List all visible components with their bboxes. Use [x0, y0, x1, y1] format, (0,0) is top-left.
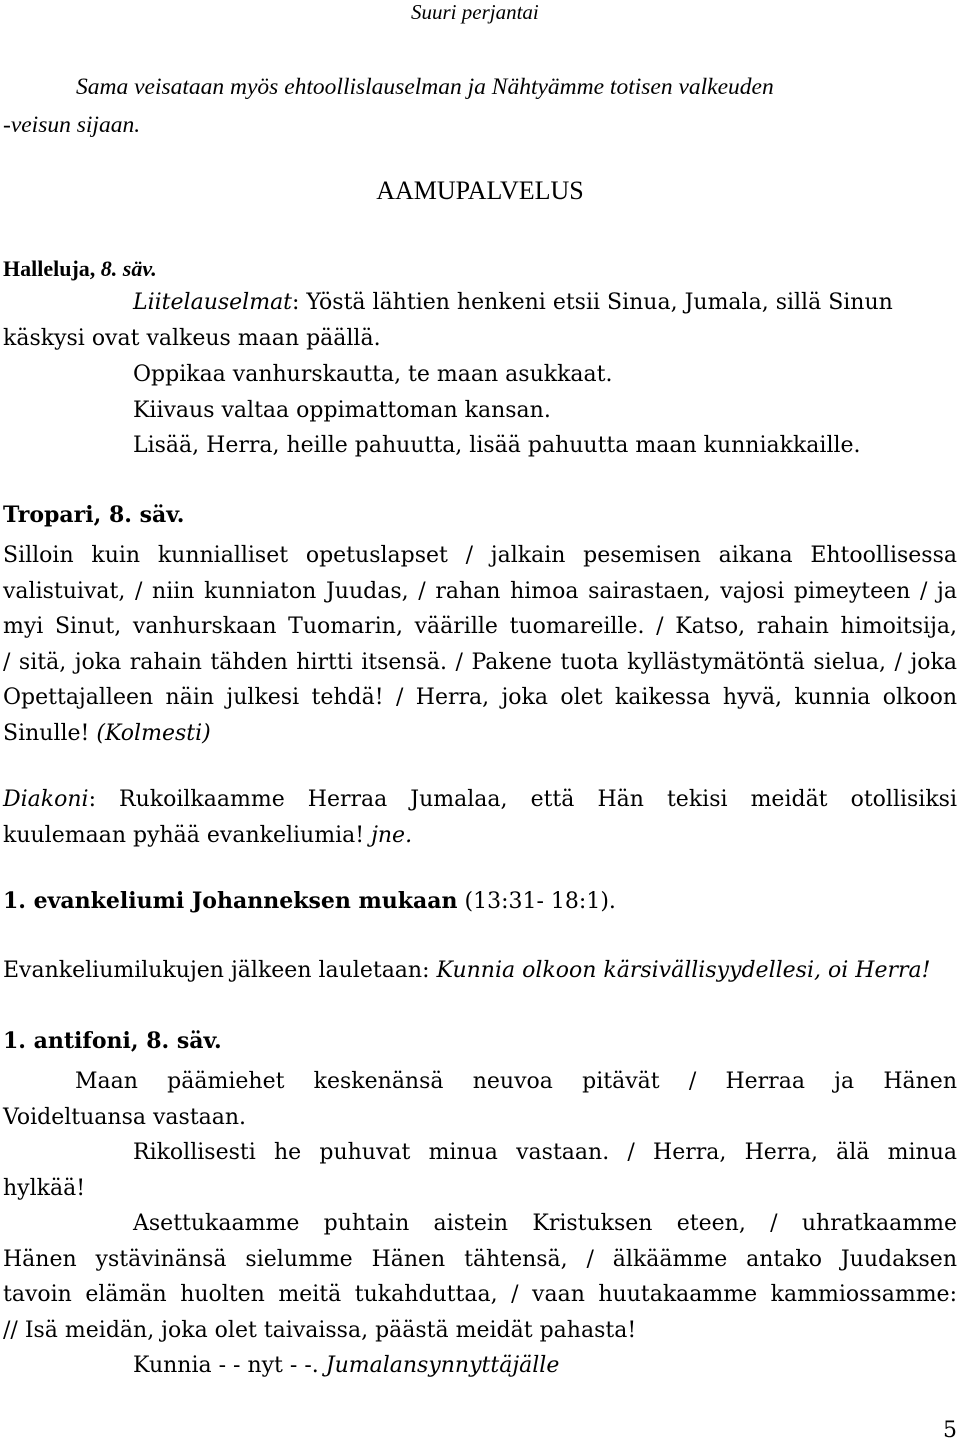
section-title-text: AAMUPALVELUS: [376, 176, 584, 205]
intro-line-2: -veisun sijaan.: [3, 112, 141, 138]
diakoni-line-1: [3, 782, 957, 818]
running-header: Suuri perjantai: [411, 0, 539, 24]
liitelauselmat-verse-4: Lisää, Herra, heille pahuutta, lisää pahuutta maan kunniakkaille.: [133, 433, 861, 458]
liitelauselmat-first: [3, 290, 893, 315]
antifoni-verse-3-last: // Isä meidän, joka olet taivaissa, päästä meidät pahasta!: [3, 1317, 637, 1343]
tropari-line: / sitä, joka rahain tähden hirtti itsensä. / Pakene tuota kyllästymätöntä sielua, / joka: [3, 649, 957, 675]
tropari-line: Silloin kuin kunnialliset opetuslapset / jalkain pesemisen aikana Ehtoollisessa: [3, 543, 957, 568]
antifoni-jumalansynnyttajalle: Jumalansynnyttäjälle: [325, 1353, 560, 1378]
diakoni-line-2: [3, 818, 957, 854]
halleluja-tone: 8. säv.: [100, 256, 157, 281]
antifoni-kunnia: Kunnia - - nyt - -.: [133, 1353, 326, 1378]
diakoni-rest: : Rukoilkaamme Herraa Jumalaa, että Hän tekisi meidät otollisiksi: [88, 787, 957, 812]
liitelauselmat-rest: : Yöstä lähtien henkeni etsii Sinua, Jumala, sillä Sinun: [292, 290, 893, 315]
tropari-kolmesti: (Kolmesti): [96, 720, 211, 746]
tropari-line: Opettajalleen näin julkesi tehdä! / Herra, joka olet kaikessa hyvä, kunnia olkoon: [3, 685, 957, 710]
antifoni-kunnia-line: [3, 1348, 957, 1384]
evankeliumilukujen-hymn: Kunnia olkoon kärsivällisyydellesi, oi Herra!: [436, 958, 931, 983]
page-number: 5: [943, 1418, 957, 1443]
diakoni-paragraph: [3, 782, 957, 854]
evankeliumi-heading: [3, 888, 616, 914]
antifoni-verse-3-line: Hänen ystävinänsä sielumme Hänen tähtensä, / älkäämme antako Juudaksen: [3, 1246, 957, 1272]
evankeliumilukujen-line: [3, 958, 930, 983]
tropari-text: [3, 538, 957, 751]
diakoni-label: Diakoni: [3, 787, 89, 812]
liitelauselmat-verse-3: Kiivaus valtaa oppimattoman kansan.: [133, 398, 551, 423]
halleluja-heading: [3, 256, 157, 282]
evankeliumilukujen-text: Evankeliumilukujen jälkeen lauletaan:: [3, 958, 437, 983]
antifoni-verse-3-line: Asettukaamme puhtain aistein Kristuksen eteen, / uhratkaamme: [133, 1211, 957, 1236]
tropari-heading: Tropari, 8. säv.: [3, 502, 185, 528]
liitelauselmat-verse-2: Oppikaa vanhurskautta, te maan asukkaat.: [133, 362, 613, 387]
tropari-sinulle: Sinulle!: [3, 720, 97, 746]
antifoni-verse-2-line-1: Rikollisesti he puhuvat minua vastaan. / Herra, Herra, älä minua: [133, 1140, 957, 1165]
intro-note: [0, 68, 960, 144]
antifoni-verse-3-line: tavoin elämän huolten meitä tukahduttaa, / vaan huutakaamme kammiossamme:: [3, 1282, 957, 1307]
tropari-last-line: [3, 716, 957, 752]
liitelauselmat-line-2: käskysi ovat valkeus maan päällä.: [3, 326, 381, 351]
antifoni-text: [3, 1064, 957, 1384]
evankeliumi-ref: (13:31- 18:1).: [457, 889, 616, 914]
liitelauselmat-label: Liitelauselmat: [133, 290, 293, 315]
tropari-line: valistuivat, / niin kunniaton Juudas, / rahan himoa sairastaen, vajosi pimeyteen / ja: [3, 578, 957, 604]
antifoni-verse-1-line-1: Maan päämiehet keskenänsä neuvoa pitävät / Herraa ja Hänen: [75, 1069, 957, 1094]
diakoni-jne: jne.: [371, 823, 413, 848]
liitelauselmat-line-1: [3, 290, 957, 315]
section-title: [0, 176, 960, 206]
antifoni-heading: 1. antifoni, 8. säv.: [3, 1028, 222, 1054]
halleluja-label: Halleluja,: [3, 256, 101, 281]
antifoni-verse-2-line-2: hylkää!: [3, 1175, 86, 1201]
antifoni-verse-1-line-2: Voideltuansa vastaan.: [3, 1104, 247, 1130]
evankeliumi-title: 1. evankeliumi Johanneksen mukaan: [3, 888, 458, 914]
diakoni-text: kuulemaan pyhää evankeliumia!: [3, 823, 372, 848]
tropari-line: myi Sinut, vanhurskaan Tuomarin, väärille tuomareille. / Katso, rahain himoitsija,: [3, 614, 957, 639]
intro-line-1: Sama veisataan myös ehtoollislauselman ja Nähtyämme totisen valkeuden: [76, 74, 774, 100]
